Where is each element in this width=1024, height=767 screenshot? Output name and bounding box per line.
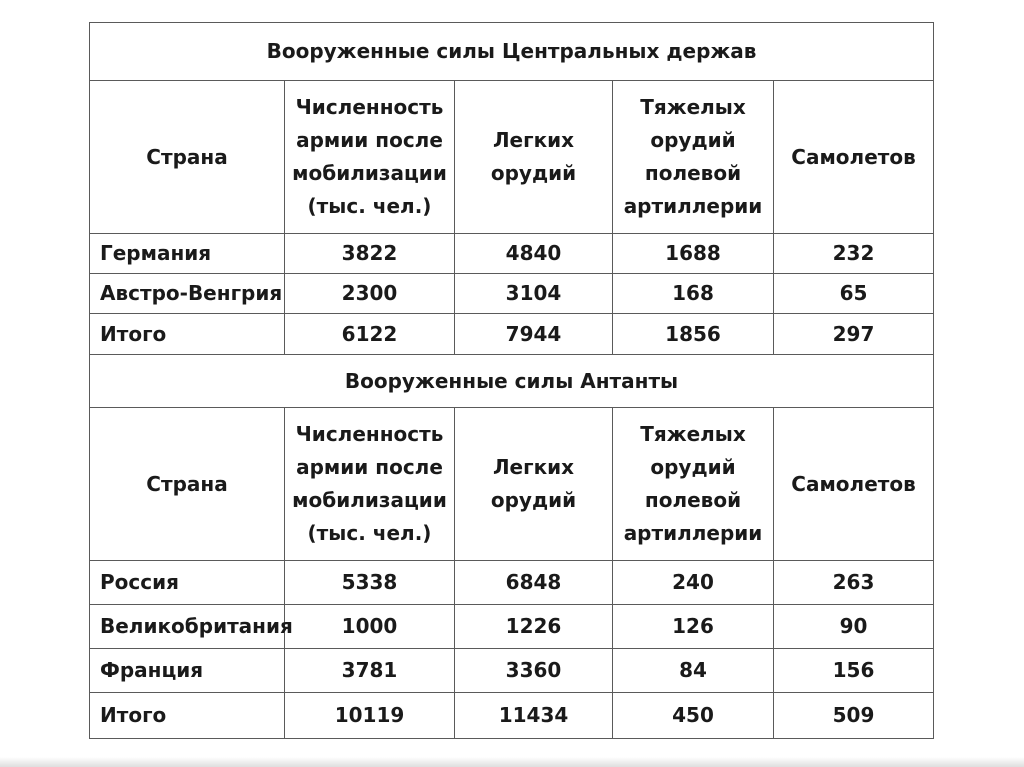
- header-aircraft: Самолетов: [774, 81, 934, 234]
- aircraft-cell: 263: [774, 561, 934, 605]
- army-size-cell: 2300: [285, 274, 455, 314]
- total-label-cell: Итого: [90, 693, 285, 739]
- bottom-shadow: [0, 757, 1024, 767]
- aircraft-cell: 297: [774, 314, 934, 355]
- light-guns-cell: 3360: [455, 649, 613, 693]
- heavy-guns-cell: 1688: [613, 234, 774, 274]
- heavy-guns-cell: 450: [613, 693, 774, 739]
- section-title-row: [90, 23, 934, 81]
- army-size-cell: 1000: [285, 605, 455, 649]
- army-size-cell: 6122: [285, 314, 455, 355]
- header-heavy-guns: Тяжелых орудий полевой артиллерии: [613, 408, 774, 561]
- aircraft-cell: 65: [774, 274, 934, 314]
- heavy-guns-cell: 168: [613, 274, 774, 314]
- light-guns-cell: 11434: [455, 693, 613, 739]
- total-label-cell: Итого: [90, 314, 285, 355]
- heavy-guns-cell: 126: [613, 605, 774, 649]
- army-size-cell: 3781: [285, 649, 455, 693]
- header-army-size: Численность армии после мобилизации (тыс. чел.): [285, 408, 455, 561]
- table-row: [90, 649, 934, 693]
- country-cell: Великобритания: [90, 605, 285, 649]
- aircraft-cell: 156: [774, 649, 934, 693]
- table-row: [90, 234, 934, 274]
- header-country: Страна: [90, 408, 285, 561]
- country-cell: Россия: [90, 561, 285, 605]
- heavy-guns-cell: 1856: [613, 314, 774, 355]
- heavy-guns-cell: 84: [613, 649, 774, 693]
- armed-forces-table: [89, 22, 934, 739]
- army-size-cell: 3822: [285, 234, 455, 274]
- country-cell: Австро-Венгрия: [90, 274, 285, 314]
- total-row: [90, 314, 934, 355]
- header-country: Страна: [90, 81, 285, 234]
- table-row: [90, 561, 934, 605]
- light-guns-cell: 1226: [455, 605, 613, 649]
- header-row: [90, 408, 934, 561]
- table-row: [90, 274, 934, 314]
- header-light-guns: Легких орудий: [455, 81, 613, 234]
- aircraft-cell: 232: [774, 234, 934, 274]
- heavy-guns-cell: 240: [613, 561, 774, 605]
- table-row: [90, 605, 934, 649]
- army-size-cell: 5338: [285, 561, 455, 605]
- section-title-entente: Вооруженные силы Антанты: [90, 355, 934, 408]
- header-aircraft: Самолетов: [774, 408, 934, 561]
- light-guns-cell: 3104: [455, 274, 613, 314]
- light-guns-cell: 7944: [455, 314, 613, 355]
- light-guns-cell: 6848: [455, 561, 613, 605]
- country-cell: Франция: [90, 649, 285, 693]
- header-light-guns: Легких орудий: [455, 408, 613, 561]
- aircraft-cell: 90: [774, 605, 934, 649]
- section-title-row: [90, 355, 934, 408]
- country-cell: Германия: [90, 234, 285, 274]
- aircraft-cell: 509: [774, 693, 934, 739]
- light-guns-cell: 4840: [455, 234, 613, 274]
- total-row: [90, 693, 934, 739]
- header-army-size: Численность армии после мобилизации (тыс. чел.): [285, 81, 455, 234]
- header-row: [90, 81, 934, 234]
- section-title-central-powers: Вооруженные силы Центральных держав: [90, 23, 934, 81]
- header-heavy-guns: Тяжелых орудий полевой артиллерии: [613, 81, 774, 234]
- army-size-cell: 10119: [285, 693, 455, 739]
